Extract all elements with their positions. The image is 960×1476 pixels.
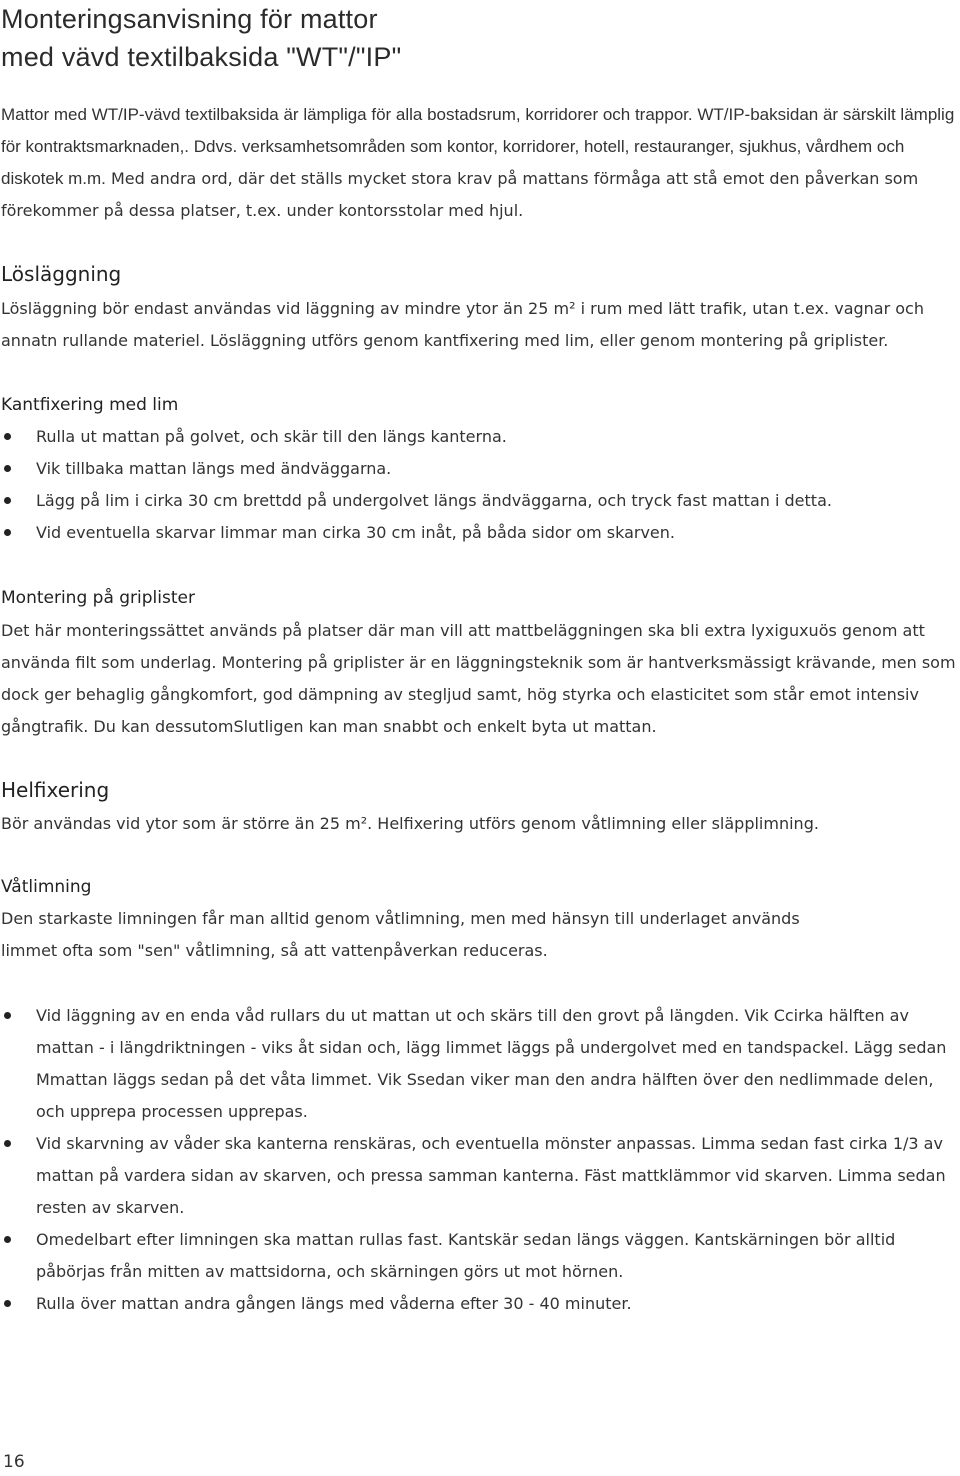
list-item-text: Vid läggning av en enda våd rullars du ut mattan ut och skärs till den grovt på längden. Vik Ccirka hälften av mattan - i längdriktningen - viks åt sidan och, lägg limmet läggs på undergolvet med en tandspackel. Lägg sedan Mmattan läggs sedan på det våta limmet. Vik Ssedan viker man den andra hälften över den nedlimmade delen, och upprepa processen upprepas.	[36, 1006, 947, 1121]
page-title	[1, 0, 401, 76]
vatlimning-list	[0, 1000, 958, 1320]
list-item-text: Vid eventuella skarvar limmar man cirka 30 cm inåt, på båda sidor om skarven.	[36, 523, 675, 542]
section-heading-loslaggning: Lösläggning	[1, 262, 122, 286]
kantfixering-list	[0, 421, 958, 549]
page-title-line-1: Monteringsanvisning för mattor	[1, 4, 378, 34]
vatlimning-paragraph: Den starkaste limningen får man alltid genom våtlimning, men med hänsyn till underlaget används limmet ofta som "sen" våtlimning, så att vattenpåverkan reduceras.	[1, 909, 800, 960]
list-item-text: Vik tillbaka mattan längs med ändväggarna.	[36, 459, 392, 478]
bullet-icon	[4, 497, 11, 504]
list-item	[0, 485, 958, 517]
bullet-icon	[4, 1012, 11, 1019]
section-heading-griplister: Montering på griplister	[1, 588, 195, 608]
intro-text-part-2: Med andra ord, där det ställs mycket stora krav på mattans förmåga att stå emot den påverkan som förekommer på dessa platser, t.ex. under kontorsstolar med hjul.	[1, 169, 919, 220]
page-title-line-2: med vävd textilbaksida "WT"/"IP"	[1, 42, 402, 72]
list-item	[0, 1000, 958, 1128]
list-item-text: Rulla över mattan andra gången längs med våderna efter 30 - 40 minuter.	[36, 1294, 632, 1313]
bullet-icon	[4, 1300, 11, 1307]
section-heading-vatlimning: Våtlimning	[1, 877, 92, 897]
list-item-text: Rulla ut mattan på golvet, och skär till den längs kanterna.	[36, 427, 507, 446]
bullet-icon	[4, 465, 11, 472]
intro-paragraph	[1, 99, 956, 227]
list-item	[0, 453, 958, 485]
list-item	[0, 421, 958, 453]
intro-text-part-1: Mattor med WT/IP-vävd textilbaksida är lämpliga för alla bostadsrum, korridorer och trappor. WT/IP-baksidan är särskilt lämplig för kontraktsmarknaden,. Ddvs. verksamhetsområden som kontor, korridorer, hotell, restauranger, sjukhus, vårdhem och diskotek m.m.	[1, 105, 955, 188]
list-item	[0, 1224, 958, 1288]
bullet-icon	[4, 1140, 11, 1147]
list-item	[0, 1288, 958, 1320]
loslaggning-paragraph: Lösläggning bör endast användas vid läggning av mindre ytor än 25 m² i rum med lätt trafik, utan t.ex. vagnar och annatn rullande materiel. Lösläggning utförs genom kantfixering med lim, eller genom montering på griplister.	[1, 299, 924, 350]
helfixering-paragraph: Bör användas vid ytor som är större än 25 m². Helfixering utförs genom våtlimning eller släpplimning.	[1, 814, 819, 833]
list-item	[0, 1128, 958, 1224]
list-item-text: Omedelbart efter limningen ska mattan rullas fast. Kantskär sedan längs väggen. Kantskärningen bör alltid påbörjas från mitten av mattsidorna, och skärningen görs ut mot hörnen.	[36, 1230, 896, 1281]
list-item-text: Lägg på lim i cirka 30 cm brettdd på undergolvet längs ändväggarna, och tryck fast mattan i detta.	[36, 491, 832, 510]
bullet-icon	[4, 1236, 11, 1243]
griplister-paragraph: Det här monteringssättet används på platser där man vill att mattbeläggningen ska bli extra lyxiguxuös genom att använda filt som underlag. Montering på griplister är en läggningsteknik som är hantverksmässigt krävande, men som dock ger behaglig gångkomfort, god dämpning av stegljud samt, hög styrka och elasticitet som står emot intensiv gångtrafik. Du kan dessutomSlutligen kan man snabbt och enkelt byta ut mattan.	[1, 621, 956, 736]
section-heading-kantfixering: Kantfixering med lim	[1, 395, 179, 415]
section-heading-helfixering: Helfixering	[1, 778, 110, 802]
page-number: 16	[3, 1452, 25, 1472]
list-item	[0, 517, 958, 549]
bullet-icon	[4, 529, 11, 536]
list-item-text: Vid skarvning av våder ska kanterna renskäras, och eventuella mönster anpassas. Limma sedan fast cirka 1/3 av mattan på vardera sidan av skarven, och pressa samman kanterna. Fäst mattklämmor vid skarven. Limma sedan resten av skarven.	[36, 1134, 946, 1217]
bullet-icon	[4, 433, 11, 440]
